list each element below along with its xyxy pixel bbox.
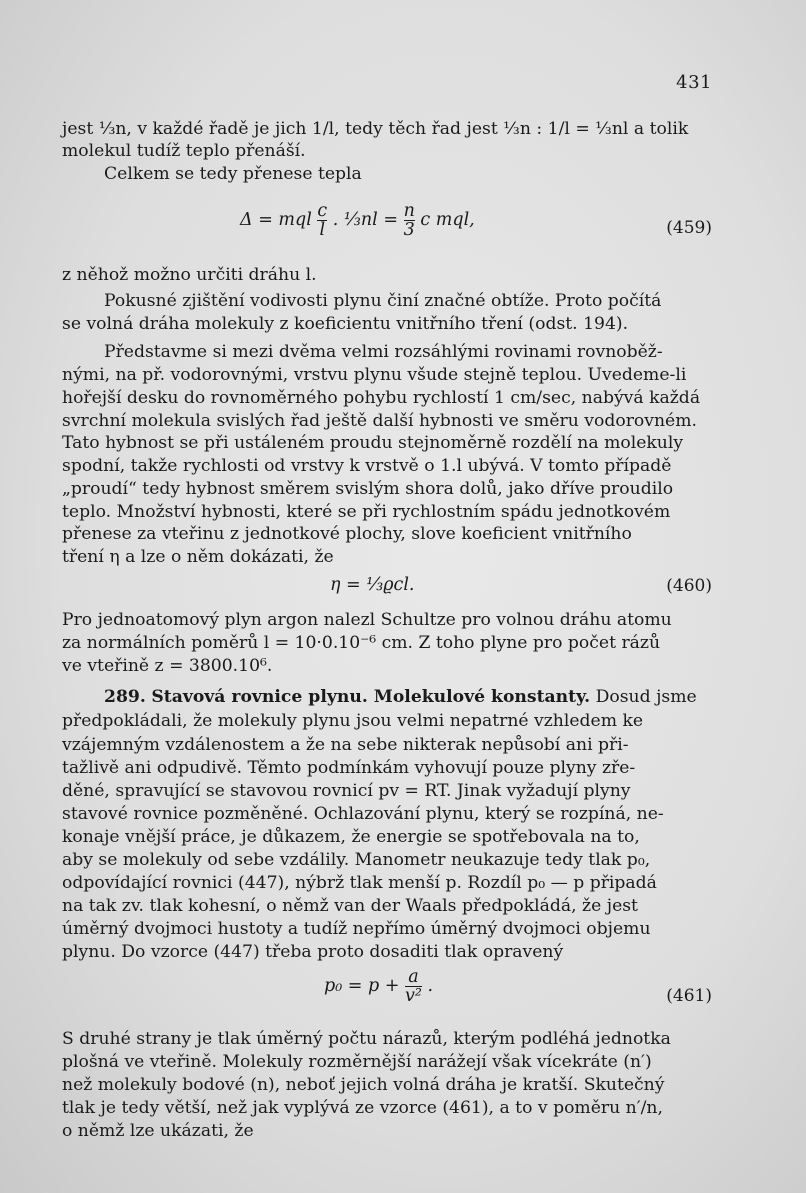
equation-number-460: (460) [666, 576, 712, 596]
text-line: za normálních poměrů l = 10·0.10⁻⁶ cm. Z toho plyne pro počet rázů [62, 633, 661, 653]
equation-number-459: (459) [666, 218, 712, 238]
text-line: Celkem se tedy přenese tepla [104, 164, 362, 184]
text-line: na tak zv. tlak kohesní, o němž van der Waals předpokládá, že jest [62, 896, 638, 916]
text-line: předpokládali, že molekuly plynu jsou velmi nepatrné vzhledem ke [62, 711, 644, 731]
text-line: stavové rovnice pozměněné. Ochlazování plynu, který se rozpíná, ne- [62, 804, 664, 824]
text-line: tření η a lze o něm dokázati, že [62, 547, 334, 567]
section-heading [104, 686, 712, 708]
equation-number-461: (461) [666, 986, 712, 1006]
text-line: plynu. Do vzorce (447) třeba proto dosaditi tlak opravený [62, 942, 564, 962]
text-line: „proudí“ tedy hybnost směrem svislým shora dolů, jako dříve proudilo [62, 479, 674, 499]
text-line: S druhé strany je tlak úměrný počtu nárazů, kterým podléhá jednotka [62, 1029, 671, 1049]
section-title: Stavová rovnice plynu. Molekulové konstanty. [151, 687, 591, 707]
text-line: tažlivě ani odpudivě. Těmto podmínkám vyhovují pouze plyny zře- [62, 758, 636, 778]
equation-461: p₀ = p + $\frac{a}{\text{v²}}$ . [324, 967, 434, 1006]
text-line: nými, na př. vodorovnými, vrstvu plynu všude stejně teplou. Uvedeme-li [62, 365, 687, 385]
text-line: ve vteřině z = 3800.10⁶. [62, 656, 273, 676]
text-line: svrchní molekula svislých řad ještě další hybnosti ve směru vodorovném. [62, 411, 697, 431]
text-line: Pokusné zjištění vodivosti plynu činí značné obtíže. Proto počítá [104, 291, 662, 311]
text-line: Tato hybnost se při ustáleném proudu stejnoměrně rozdělí na molekuly [62, 433, 684, 453]
text-line: než molekuly bodové (n), neboť jejich volná dráha je kratší. Skutečný [62, 1075, 665, 1095]
text-line: úměrný dvojmoci hustoty a tudíž nepřímo úměrný dvojmoci objemu [62, 919, 651, 939]
text-line: vzájemným vzdálenostem a že na sebe nikterak nepůsobí ani při- [62, 735, 629, 755]
text-line: jest ⅓n, v každé řadě je jich 1/l, tedy těch řad jest ⅓n : 1/l = ⅓nl a tolik [62, 119, 689, 139]
section-number: 289. [104, 687, 146, 707]
text-line: odpovídající rovnici (447), nýbrž tlak menší p. Rozdíl p₀ — p připadá [62, 873, 657, 893]
equation-460: η = ⅓ϱcl. [330, 575, 415, 595]
text-line: konaje vnější práce, je důkazem, že energie se spotřebovala na to, [62, 827, 640, 847]
text-line: spodní, takže rychlosti od vrstvy k vrstvě o 1.l ubývá. V tomto případě [62, 456, 672, 476]
text-line: o němž lze ukázati, že [62, 1121, 254, 1141]
text-line: aby se molekuly od sebe vzdálily. Manometr neukazuje tedy tlak p₀, [62, 850, 651, 870]
text-line: teplo. Množství hybnosti, které se při rychlostním spádu jednotkovém [62, 502, 671, 522]
text-line: molekul tudíž teplo přenáší. [62, 141, 306, 161]
text-line: děné, spravující se stavovou rovnicí pv = RT. Jinak vyžadují plyny [62, 781, 631, 801]
text-line: přenese za vteřinu z jednotkové plochy, slove koeficient vnitřního [62, 524, 632, 544]
text-line: plošná ve vteřině. Molekuly rozměrnější narážejí však vícekráte (n′) [62, 1052, 652, 1072]
text-line: Pro jednoatomový plyn argon nalezl Schultze pro volnou dráhu atomu [62, 610, 672, 630]
text-line: se volná dráha molekuly z koeficientu vnitřního tření (odst. 194). [62, 314, 629, 334]
text-line: Představme si mezi dvěma velmi rozsáhlými rovinami rovnoběž- [104, 342, 663, 362]
section-lead: Dosud jsme [595, 687, 697, 707]
text-line: hořejší desku do rovnoměrného pohybu rychlostí 1 cm/sec, nabývá každá [62, 388, 701, 408]
page-number: 431 [676, 72, 712, 93]
text-line: z něhož možno určiti dráhu l. [62, 265, 317, 285]
text-line: tlak je tedy větší, než jak vyplývá ze vzorce (461), a to v poměru n′/n, [62, 1098, 663, 1118]
equation-459: Δ = mql $\frac{c}{l}$ . ⅓nl = $\frac{n}{3}$ c mql, [240, 201, 475, 240]
